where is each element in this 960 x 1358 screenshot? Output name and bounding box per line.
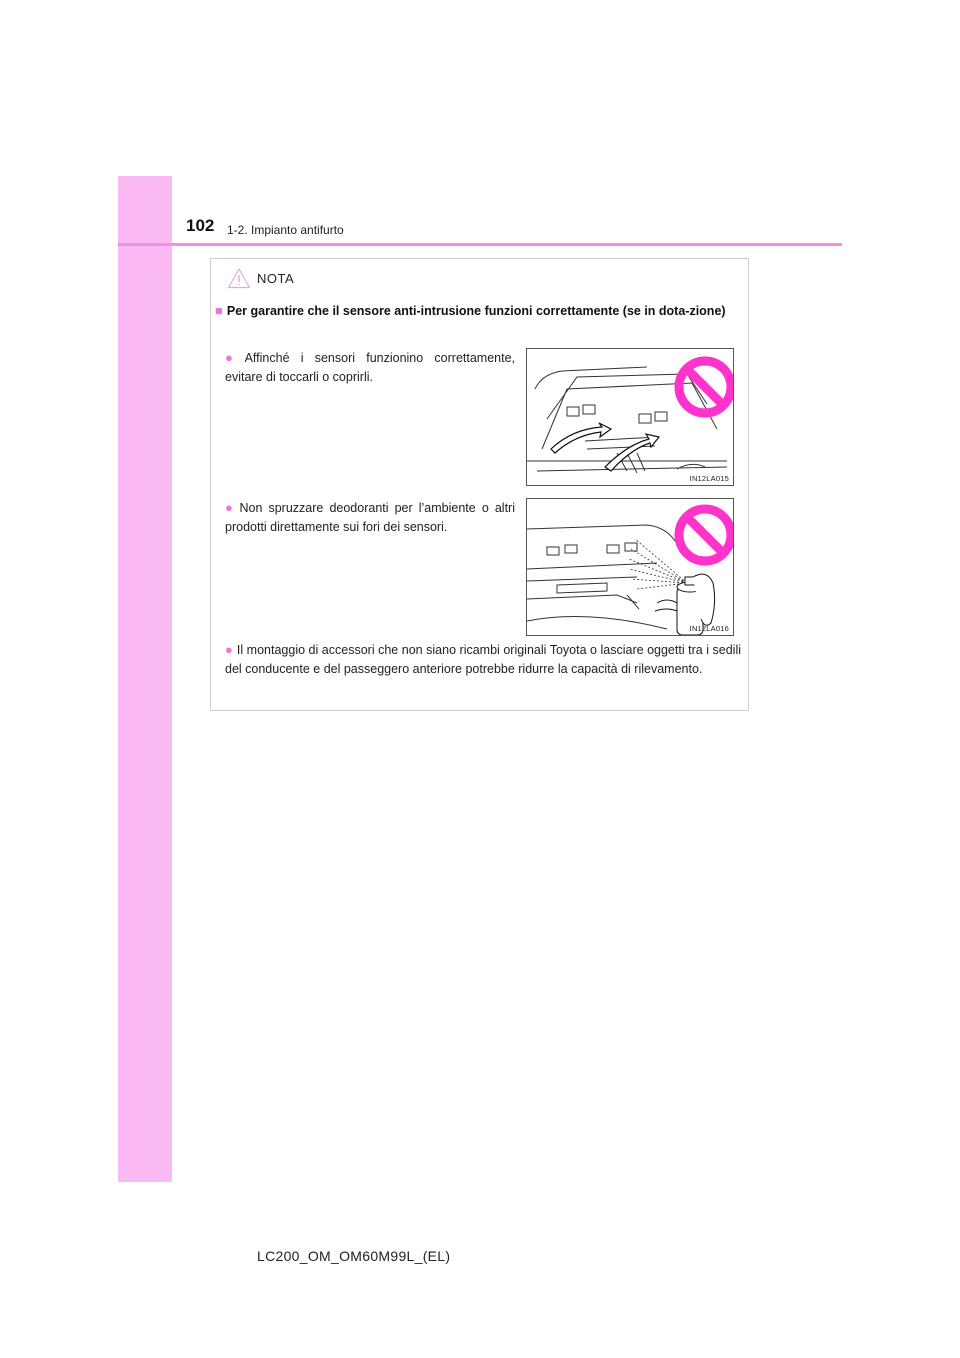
- section-title: 1-2. Impianto antifurto: [227, 223, 344, 237]
- side-tab-bar: [118, 176, 172, 1182]
- overhead-console-illustration: [527, 349, 733, 485]
- figure-code: IN12LA015: [689, 474, 729, 483]
- note-heading: [215, 301, 745, 321]
- note-box: [210, 258, 749, 711]
- document-footer: LC200_OM_OM60M99L_(EL): [257, 1248, 451, 1264]
- list-item-text: Non spruzzare deodoranti per l’ambiente o altri prodotti direttamente sui fori dei sensori.: [225, 501, 515, 534]
- round-bullet-icon: ●: [225, 500, 236, 515]
- round-bullet-icon: ●: [225, 350, 241, 365]
- square-bullet-icon: ■: [215, 303, 223, 318]
- page-number: 102: [186, 216, 215, 235]
- figure-sensor-touch: [526, 348, 734, 486]
- list-item: [225, 640, 741, 679]
- prohibited-icon: [679, 509, 731, 561]
- list-item-text: Il montaggio di accessori che non siano ricambi originali Toyota o lasciare oggetti tra i sedili del conducente e del passeggero anteriore potrebbe ridurre la capacità di rilevamento.: [225, 643, 741, 676]
- list-item: [225, 348, 515, 387]
- prohibited-icon: [679, 361, 731, 413]
- figure-code: IN12LA016: [689, 624, 729, 633]
- note-label: NOTA: [257, 270, 295, 286]
- list-item: [225, 498, 515, 537]
- list-item-text: Affinché i sensori funzionino correttamente, evitare di toccarli o coprirli.: [225, 351, 516, 384]
- spray-can-illustration: [527, 499, 733, 635]
- note-heading-text: Per garantire che il sensore anti-intrusione funzioni correttamente (se in dota-zione): [226, 304, 726, 318]
- warning-triangle-icon: [227, 267, 251, 289]
- note-header: [227, 267, 294, 289]
- header-rule: [118, 243, 842, 246]
- round-bullet-icon: ●: [225, 642, 233, 657]
- figure-sensor-spray: [526, 498, 734, 636]
